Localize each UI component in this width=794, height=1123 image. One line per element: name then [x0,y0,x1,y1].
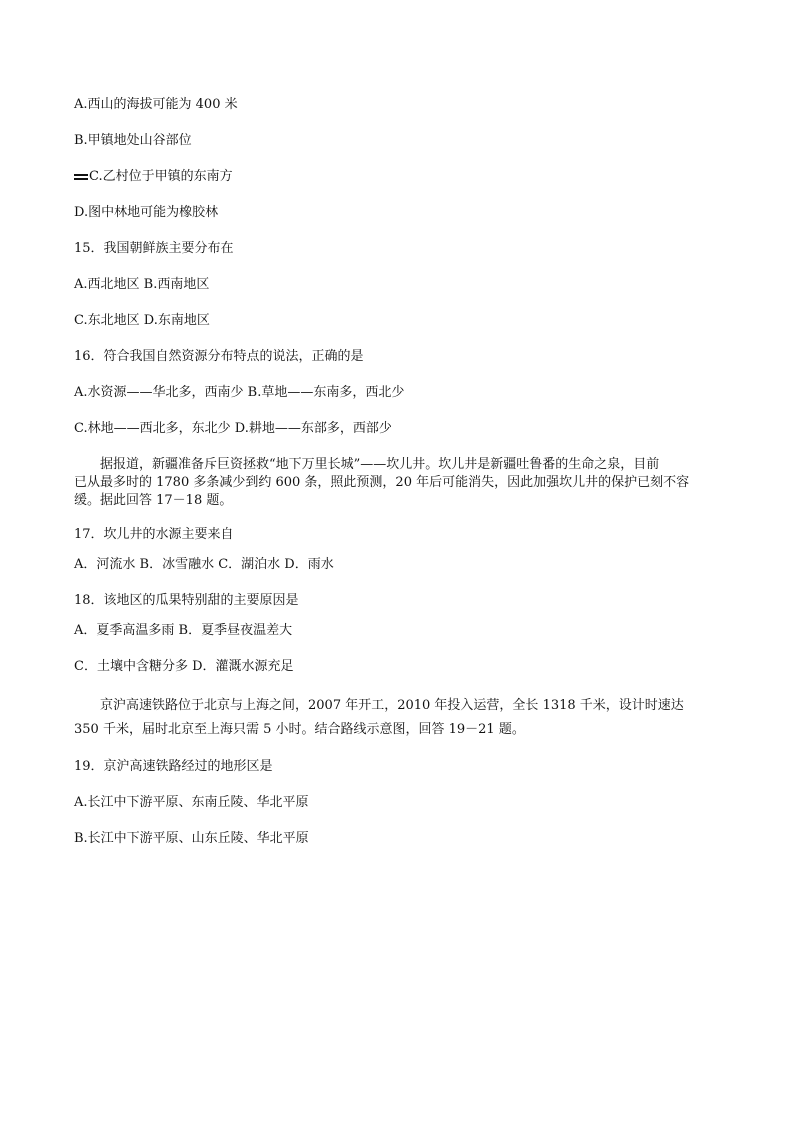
options-17: A．河流水 B．冰雪融水 C．湖泊水 D．雨水 [74,557,334,572]
passage-line: 已从最多时的 1780 多条减少到约 600 条，照此预测，20 年后可能消失，因此加强坎儿井的保护已刻不容 [74,475,690,490]
passage-line: 350 千米，届时北京至上海只需 5 小时。结合路线示意图，回答 19－21 题。 [74,722,525,737]
question-19: 19．京沪高速铁路经过的地形区是 [74,759,273,774]
question-18: 18．该地区的瓜果特别甜的主要原因是 [74,593,299,608]
option-14a: A.西山的海拔可能为 400 米 [74,97,238,112]
karez-passage [74,456,724,510]
question-16: 16．符合我国自然资源分布特点的说法，正确的是 [74,349,364,364]
double-line-mark-icon [74,173,88,181]
option-14c: C.乙村位于甲镇的东南方 [89,169,233,184]
question-17: 17．坎儿井的水源主要来自 [74,527,234,542]
options-16-ab: A.水资源——华北多，西南少 B.草地——东南多，西北少 [74,385,405,400]
option-14d: D.图中林地可能为橡胶林 [74,205,219,220]
passage-line: 缓。据此回答 17－18 题。 [74,493,233,508]
options-18-ab: A．夏季高温多雨 B．夏季昼夜温差大 [74,623,293,638]
options-15-ab: A.西北地区 B.西南地区 [74,277,210,292]
option-19a: A.长江中下游平原、东南丘陵、华北平原 [74,795,309,810]
option-19b: B.长江中下游平原、山东丘陵、华北平原 [74,831,309,846]
railway-passage [74,694,724,742]
options-15-cd: C.东北地区 D.东南地区 [74,313,210,328]
options-18-cd: C．土壤中含糖分多 D．灌溉水源充足 [74,659,294,674]
question-15: 15．我国朝鲜族主要分布在 [74,241,234,256]
option-14c-row [74,168,233,186]
passage-line: 京沪高速铁路位于北京与上海之间，2007 年开工，2010 年投入运营，全长 1318 千米，设计时速达 [100,698,684,713]
option-14b: B.甲镇地处山谷部位 [74,133,192,148]
passage-line: 据报道，新疆准备斥巨资拯救“地下万里长城”——坎儿井。坎儿井是新疆吐鲁番的生命之泉，目前 [100,457,660,472]
options-16-cd: C.林地——西北多，东北少 D.耕地——东部多，西部少 [74,421,392,436]
